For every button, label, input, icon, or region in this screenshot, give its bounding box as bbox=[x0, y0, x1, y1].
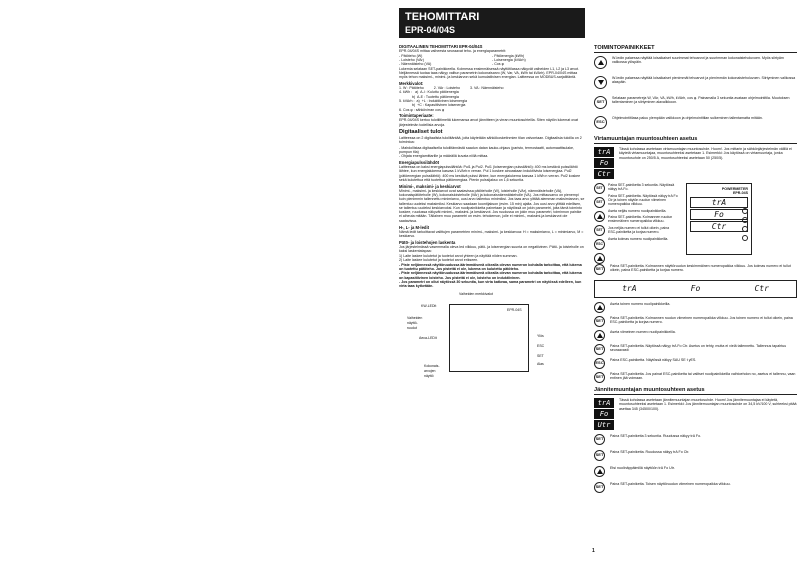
button-row bbox=[594, 76, 797, 92]
doc-title: TEHOMITTARI bbox=[405, 11, 480, 23]
step-text: Paina SET-painiketta. Näytössä näkyy trA Fo Ctr ja toinen näytön ruudun viimeinen numeropaikka vilkkuu. bbox=[608, 193, 678, 207]
paragraph: EPR-04/04S kertoo tulotilitimeltä lukemansa arvot jännitteen ja virran muuntosuhteilla. Siten näytön lukemat ovat järjestelmän todellisia arvoja. bbox=[399, 118, 578, 127]
button-desc: Ohjelmointitilasa paluu ylempään valikkoon ja ohjelmointitilan sulkeminen tallentamatta mitään. bbox=[612, 116, 763, 120]
diagram-label: näyttö bbox=[424, 373, 434, 378]
page-number: 1 bbox=[592, 548, 595, 554]
blank-left-page bbox=[0, 0, 392, 565]
led-item: 1. W : Pätöteho 2. VAr : Loisteho 3. VA : Näennäisteho bbox=[399, 86, 504, 91]
button-desc: W-ledin palaessa näyttää loisaikaiset suurimmat tehoarvot ja suurimman kokonaisteholuvoen. Myös siirtyäm valikossa ylöspäin. bbox=[612, 56, 784, 65]
paragraph: Minimi-, maksimi- ja keskiarvot ovat saatavissa pätöteholle (W), loisteholle (VAr), näennäisteholle (VA), kokonaispätöteholle (W), kokonaisloisteholle (VAr) ja kokonaisnäennäisteholle (VA). Jos mittausarvo on pienempi kuin pienimmin tallennettu minimiarvo, uusi arvo tallentuu minimiksi. Jos taas arvo ylittää aiemman maksimiarvon, se tallentuu uudeksi maksimiksi. Keskiarvo saadaan koontijakson (esim. 15 min) ajalta. Jos uusi arvo ylittää edellisen, se tallentuu uudeksi keskiarvoksi. Kun nuolipainikkeita painetaan ja näytössä on jokin parametri, joita tämä toiminto koskee, ruudussa näkyvät minimi-, maksimi- ja keskiarvot. Jos ruudussa on jokin muu parametri, toiminnon painike ei aiheuta mitään. Tällainen muu parametri on esim. tehokemon, jolle ei minimi-, maksimi-ja keskiarvot ole saatavissa. bbox=[399, 188, 585, 223]
note-bold: - Piste neljännessä näyttöruudussa äärimmäisenä oikealla olevan numeron kohdalla tarkoittaa, että lukema on kapasitiivinen loisteho. Jos pistettä ei ole, loisteho on induktiivinen. bbox=[399, 271, 582, 280]
step-text: Paina SET-painiketta. Näytössä näkyy trA Fo Ctr. Asetus on tehty, mutta ei vielä tallennettu. Tallennus tapahtuu seuraavasti: bbox=[610, 344, 787, 353]
section-heading: Energiapulssilähdöt bbox=[399, 159, 440, 165]
device-brand: POWERMETER bbox=[721, 187, 748, 191]
section-heading: H-, L- ja M-ledit bbox=[399, 224, 430, 230]
step-text: Aseta kolmas numero nuolipainikkeilla. bbox=[608, 236, 669, 241]
set-button-icon: SET bbox=[594, 197, 605, 208]
param-right: - Loisenergia (kVArh) bbox=[492, 58, 526, 63]
device-button[interactable] bbox=[742, 208, 748, 214]
button-desc: W-ledin palaessa näyttää loisaikaiset pienimmät tehoarvot ja pienimmän kokonaisteholuvoen. Siirtyminen valikossa alaspäin. bbox=[612, 76, 796, 85]
paragraph: Tässä kohdassa asetetaan virtamuuntajan muuntosuhde. Huom!. Jos mittarin ja sähkönjärjestelmän välillä ei käytetä virtamuuntajaa, muuntosuhteeksi asetetaan 1. Esimerkki: Jos käytössä on virtamuuntaja, jonka muuntosuhde on 250/5 A, muuntosuhteeksi asetetaan 50 (250/5). bbox=[619, 147, 792, 160]
diagram-label: Alas bbox=[537, 361, 544, 366]
step-text: Aseta viimeinen numero nuolipainikkeilla. bbox=[610, 330, 676, 334]
arrow-down-button-icon bbox=[594, 76, 607, 89]
arrow-up-button-icon bbox=[594, 302, 605, 313]
intro-text: EPR-04/04S mittaa vaiheesta seuraavat teho- ja energiaparametrit: bbox=[399, 48, 507, 53]
diagram-label: Vaiheiden merkkivalot bbox=[459, 291, 493, 296]
set-button-icon: SET bbox=[594, 372, 605, 383]
segment-text: Ctr bbox=[594, 169, 614, 179]
step-text: Paina SET-painiketta. Ruudussa näkyy trA Fo Ctr. bbox=[610, 450, 690, 454]
segment-display bbox=[594, 398, 614, 430]
segment-text: trA bbox=[594, 398, 614, 408]
led-item: 5. kVArh : a) +L : Induktiivinen loisenergia bbox=[399, 98, 468, 103]
section-heading: DIGITAALINEN TEHOMITTARI EPR-04/04S bbox=[399, 43, 483, 49]
step-text: Paina SET-painiketta 3 sekuntia. Ruudussa näkyy trA Fo. bbox=[610, 434, 702, 438]
device-button[interactable] bbox=[742, 217, 748, 223]
column-left bbox=[399, 42, 585, 562]
paragraph: Laitteessa on kaksi energiapulssilähtöä: Pul1 ja Pul2. Pul1 (loisenergian pulssilähtö): 400 ms kestävä pulssilähtö lähtee, kun energialukema kasvaa 1 kVArh:n verran. Pul 1 koskee ainoastaan induktiivista loisenergiaa. Pul2 (pätöenergian pulssilähtö): 400 ms kestävä pulssi lähtee, kun energialukema kasvaa 1 kWh:n verran. Pul2 koskee sekä kulutettua että tuotettua pätöenergiaa. Pienin pulssijakso on 1,6 sekuntia. bbox=[399, 164, 581, 182]
param-left: - Pätöteho (W) bbox=[399, 53, 423, 58]
segment-text: trA bbox=[594, 147, 614, 157]
param-right: - Pätöenergia (kWh) bbox=[492, 53, 525, 58]
paragraph: Laitteessa on 2 digitaalista tuloliitäntää, joita käytetään sähkökosketinmien tilan valvontaan. Digitaalisia tuloilla on 2 toimintoa: bbox=[399, 135, 582, 145]
device-illustration bbox=[686, 183, 752, 255]
segment-text: Utr bbox=[594, 420, 614, 430]
step-row bbox=[594, 330, 797, 342]
device-lcd: trA bbox=[690, 197, 748, 208]
paragraph: Jos järjestelmässä vasemmalla oleva led vilkkuu, pätö- ja loisenergian suunta on negatiivinen. Pätö- ja loisteholle on kaksi laskentatapaa: bbox=[399, 244, 584, 253]
step-text: Jos neljäs numero ei tullut oikein, paina ESC-painiketta ja korjaa numero. bbox=[608, 225, 670, 235]
section-heading: Minimi-, maksimi- ja keskiarvot bbox=[399, 183, 461, 189]
step-row bbox=[594, 302, 797, 314]
device-model: EPR-04S bbox=[733, 191, 748, 196]
column-right bbox=[594, 42, 797, 562]
button-row bbox=[594, 116, 797, 132]
section-heading: Digitaaliset tulot bbox=[399, 128, 443, 135]
step-row bbox=[594, 450, 797, 462]
section-heading: Pätö- ja loistehojen laskenta bbox=[399, 239, 456, 245]
vt-intro bbox=[594, 398, 797, 430]
step-text: Paina SET-painiketta 3 sekuntia. Näytössä näkyy trA Fo. bbox=[608, 183, 675, 192]
diagram-label: Kokonais- bbox=[424, 363, 440, 368]
wide-lcd-text: trA bbox=[622, 283, 637, 293]
device-diagram bbox=[399, 292, 585, 382]
list-item: - Mahdollistaa digitaalisella tuloliitännästä saadun datan kauko-ohjaus (paristo, termostaatti, automaattisulake, pumpun tila) bbox=[399, 145, 574, 154]
step-text: Paina SET-painiketta. Kolmannen näyttöruudun keskimmäinen numeropaikka vilkkuu. Jos kolmas numero ei tullut oikein, paina ESC-painiketta ja korjaa numero. bbox=[610, 264, 791, 273]
device-buttons bbox=[742, 208, 748, 241]
list-item: - Ohjata energiamittarille ja määrällä kuvata niillä mittaa. bbox=[399, 154, 489, 159]
set-button-icon: SET bbox=[594, 264, 605, 275]
note-bold: - Jos parametri on ollut näytössä 30 sekuntia, kun virta katkeaa, sama parametri on näytössä edelleen, kun virta taas kytketään. bbox=[399, 279, 582, 289]
paragraph: Nämä ledit tarkoittavat valittujen parametrien minimi-, maksimi- ja keskiarvoa: H = maksimiarvo, L = minimiarvo, M = keskiarvo. bbox=[399, 229, 584, 238]
device-button[interactable] bbox=[742, 235, 748, 241]
step-text: Aseta neljäs numero nuolipainikkeilla. bbox=[608, 208, 667, 213]
set-button-icon: SET bbox=[594, 344, 605, 355]
button-row bbox=[594, 96, 797, 112]
paragraph: Tässä kohdassa asetetaan jännitemuuntajan muuntosuhde. Huom! Jos jännitemuuntajaa ei käytetä, muuntosuhteeksi asetetaan 1. Esimerkki: Jos jännitemuuntajan muuntosuhde on 34,5 kV/100 V, suhteeksi pitää asettaa 345 (34500/100). bbox=[619, 398, 797, 411]
segment-text: Fo bbox=[594, 409, 614, 419]
esc-button-icon: ESC bbox=[594, 116, 607, 129]
step-text: Paina SET-painiketta. Toisen näyttöruudun viimeinen numeropaikka vilkkuu. bbox=[610, 482, 731, 486]
step-row bbox=[594, 482, 797, 494]
arrow-up-button-icon bbox=[594, 211, 605, 222]
diagram-label: EPR-04S bbox=[507, 307, 522, 312]
led-item: b) +C : Kapasitiivinen loisenergia bbox=[399, 103, 466, 108]
wide-lcd-text: Ctr bbox=[754, 283, 769, 293]
section-heading: Toimintaperiaate: bbox=[399, 113, 434, 119]
section-heading: Merkkivalot: bbox=[399, 81, 424, 87]
set-button-icon: SET bbox=[594, 434, 605, 445]
param-right: - Cos φ bbox=[492, 62, 504, 67]
wide-lcd bbox=[594, 280, 797, 298]
doc-model: EPR-04/04S bbox=[405, 25, 456, 35]
set-button-icon: SET bbox=[594, 482, 605, 493]
diagram-label: näyttö- bbox=[407, 320, 418, 325]
title-box bbox=[399, 8, 585, 38]
step-row bbox=[594, 344, 797, 356]
step-text: Paina ESC-painiketta. Näytössä näkyy SAU SE t yES. bbox=[610, 358, 697, 362]
arrow-up-button-icon bbox=[594, 466, 605, 477]
set-button-icon: SET bbox=[594, 96, 607, 109]
step-row bbox=[594, 434, 797, 446]
paragraph: Lukemia selataan SET-painikkeella. Kolmessa ensimmäisessä näyttötilassa näkyvät vaiheiden L1, L2 ja L3 arvot. Neljännessä tuotaa taas näkyy valitun parametrin kokonaisarvo (W, Var, VA, kWh tai kVArh). EPR-04/04S mittaa myös tehon maksimi-, minimi- ja keskiarvon sekä kumulatiivisen energian. Laitteessa on MODBUS-sarjaliitäntä. bbox=[399, 66, 579, 80]
step-row bbox=[594, 264, 797, 276]
arrow-up-button-icon bbox=[594, 330, 605, 341]
step-row bbox=[594, 316, 797, 328]
steps-block bbox=[594, 183, 797, 264]
step-row bbox=[594, 372, 797, 384]
diagram-label: Aeca-LEDit bbox=[419, 335, 437, 340]
device-lcd: Fo bbox=[690, 209, 748, 220]
segment-text: Fo bbox=[594, 158, 614, 168]
esc-button-icon: ESC bbox=[594, 358, 605, 369]
set-button-icon: SET bbox=[594, 316, 605, 327]
wide-lcd-text: Fo bbox=[690, 283, 701, 293]
ct-intro bbox=[594, 147, 797, 179]
list-item: 1) Laite laskee kulutetut ja tuotetut arvot yhteen ja näyttää niiden summan. bbox=[399, 254, 518, 259]
diagram-label: Vaiheiden bbox=[407, 315, 423, 320]
step-row bbox=[594, 466, 797, 478]
led-item: b) A-E : Tuotettu pätöenergia bbox=[399, 94, 459, 99]
step-icons bbox=[594, 183, 605, 264]
step-text: Paina SET-painiketta. Kolmannen ruudun ensimmäinen numeropaikka vilkkuu. bbox=[608, 215, 673, 224]
diagram-label: ruudut bbox=[407, 325, 417, 330]
step-text: Aseta toinen numero nuolipainikkeilla. bbox=[610, 302, 671, 306]
arrow-up-button-icon bbox=[594, 56, 607, 69]
step-text: Paina SET-painiketta. Kolmannen ruudun viimeinen numeropaikka vilkkuu. Jos toinen numero ei tullut oikein, paina ESC-painiketta ja korjaa numero. bbox=[610, 316, 793, 325]
note-bold: - Piste neljännessä näyttöruudussa äärimmäisenä oikealla olevan numeron kohdalla tarkoittaa, että lukema on tuotettu pätöteho. Jos pistettä ei ole, lukema on kulutettu pätöteho. bbox=[399, 262, 582, 272]
section-heading: TOIMINTOPAINIKKEET bbox=[594, 45, 797, 53]
esc-button-icon: ESC bbox=[594, 239, 605, 250]
button-desc: Selataan parametreja W, VAr, VA, kWh, kVArh, cos φ. Painamalla 3 sekuntia avataan ohjelmointitila. Muutoksen tallentaminen ja siirtyminen alavalikkoon. bbox=[612, 96, 790, 105]
led-item: 6. Cos φ : sähkövirran cos φ bbox=[399, 107, 445, 112]
param-left: - Loisteho (VAr) bbox=[399, 58, 424, 63]
device-lcd: Ctr bbox=[690, 221, 748, 232]
segment-display bbox=[594, 147, 614, 179]
device-outline bbox=[449, 304, 529, 372]
diagram-label: KW-LEDit bbox=[421, 303, 437, 308]
diagram-label: SET bbox=[537, 353, 544, 358]
list-item: 2) Laite laskee kulutetut ja tuotetut arvot erikseen. bbox=[399, 258, 479, 263]
section-heading: Virtamuuntajan muuntosuhteen asetus bbox=[594, 136, 797, 144]
step-texts bbox=[608, 183, 678, 264]
led-item: 4. kWh : a) A-l : Kuluttu pätöenergia bbox=[399, 90, 459, 95]
param-left: - Näennäisteho (VA) bbox=[399, 62, 432, 67]
button-row bbox=[594, 56, 797, 72]
arrow-up-button-icon bbox=[594, 253, 605, 264]
diagram-label: ESC bbox=[537, 343, 545, 348]
diagram-label: Ylös bbox=[537, 333, 544, 338]
step-text: Etsi nuolinäppäimillä näyttöön trA Fo Utr. bbox=[610, 466, 675, 470]
set-button-icon: SET bbox=[594, 450, 605, 461]
set-button-icon: SET bbox=[594, 225, 605, 236]
section-heading: Jännitemuuntajan muuntosuhteen asetus bbox=[594, 387, 797, 395]
diagram-label: arvojen bbox=[424, 368, 436, 373]
set-button-icon: SET bbox=[594, 183, 605, 194]
device-button[interactable] bbox=[742, 226, 748, 232]
step-row bbox=[594, 358, 797, 370]
step-text: Paina SET-painiketta. Jos painat ESC-painiketta tai valitset nuolipainikkeilla vaihtoehdon no, asetus ei tallennu, vaan entinen jää voimaan. bbox=[610, 372, 796, 381]
